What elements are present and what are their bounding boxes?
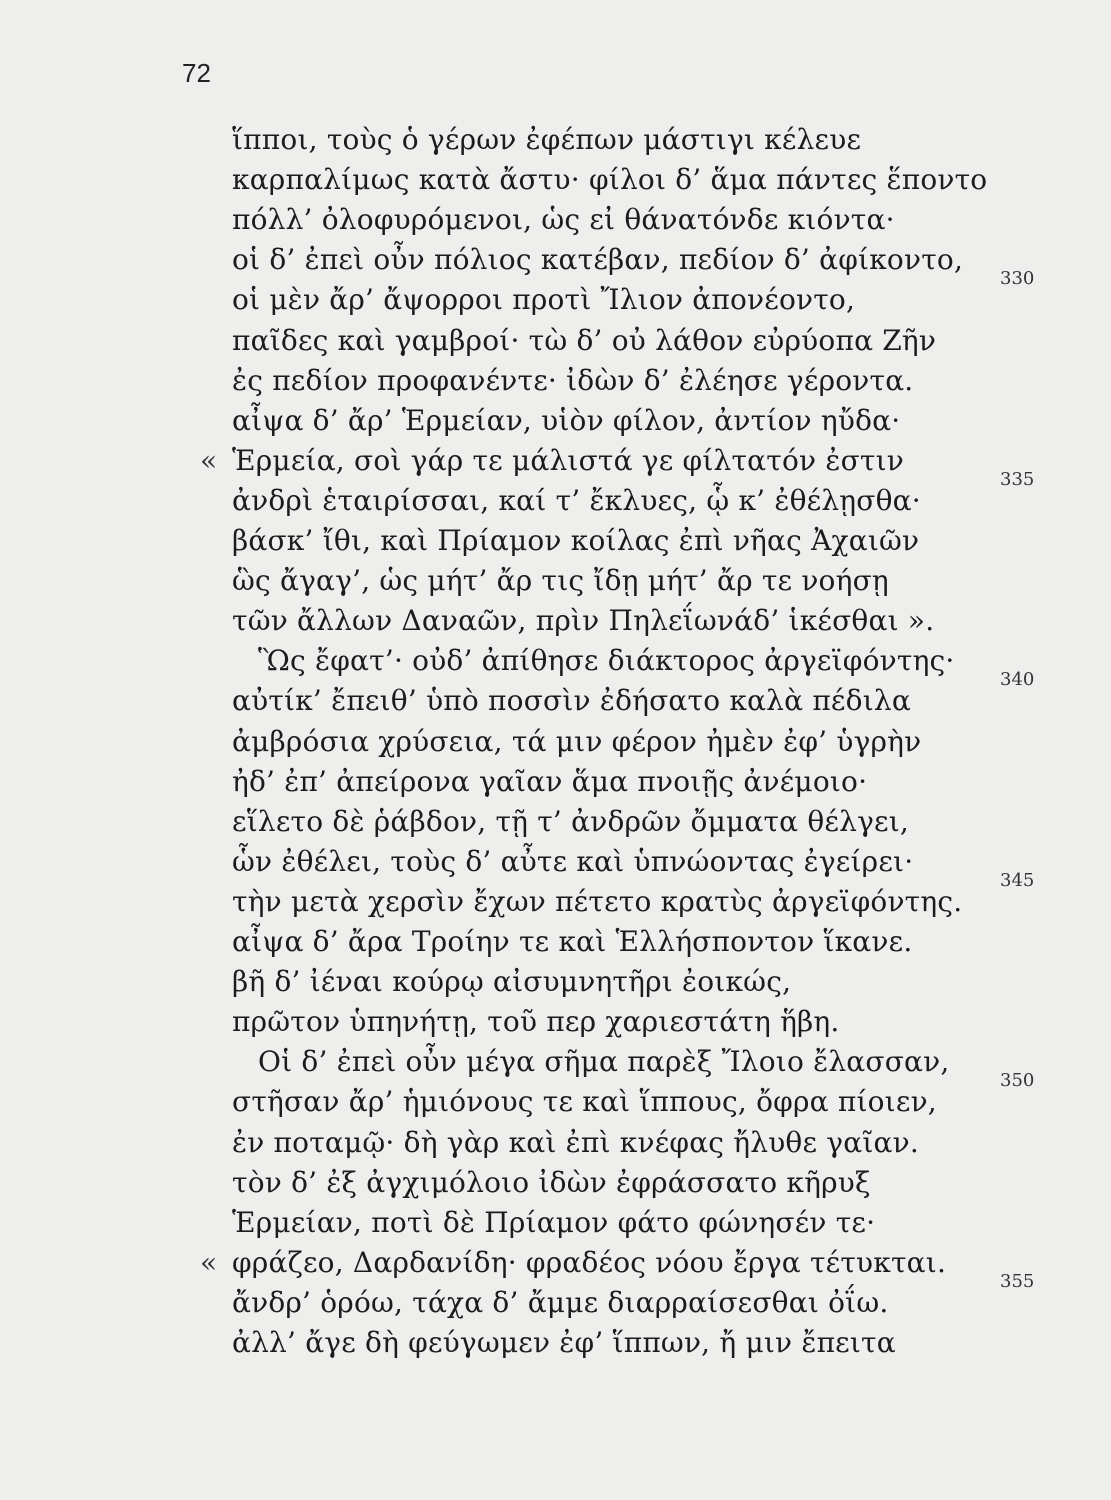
verse-text: ὧν ἐθέλει, τοὺς δ’ αὖτε καὶ ὑπνώοντας ἐγείρει· [232, 844, 914, 878]
verse-text: αἶψα δ’ ἄρ’ Ἑρμείαν, υἱὸν φίλον, ἀντίον ηὔδα· [232, 403, 901, 437]
verse-text: τὴν μετὰ χερσὶν ἔχων πέτετο κρατὺς ἀργεϊφόντης. [232, 884, 963, 918]
verse-text: αὐτίκ’ ἔπειθ’ ὑπὸ ποσσὶν ἐδήσατο καλὰ πέδιλα [232, 684, 911, 718]
verse-line [0, 1203, 1111, 1247]
verse-text: Οἱ δ’ ἐπεὶ οὖν μέγα σῆμα παρὲξ Ἴλοιο ἔλασσαν, [258, 1045, 950, 1079]
verse-text: ἐς πεδίον προφανέντε· ἰδὼν δ’ ἐλέησε γέροντα. [232, 363, 914, 397]
verse-line [0, 268, 1111, 324]
verse-line [0, 1123, 1111, 1167]
verse-line [0, 1042, 1111, 1086]
verse-text: Ὣς ἔφατ’· οὐδ’ ἀπίθησε διάκτορος ἀργεϊφόντης· [258, 644, 955, 678]
verse-text: αἶψα δ’ ἄρα Τροίην τε καὶ Ἑλλήσποντον ἵκανε. [232, 925, 913, 958]
verse-line [0, 669, 1111, 725]
verse-text: εἵλετο δὲ ῥάβδον, τῇ τ’ ἀνδρῶν ὄμματα θέλγει, [232, 804, 910, 838]
verse-line [0, 922, 1111, 966]
opening-quote-mark: « [200, 443, 218, 477]
verse-line [0, 1163, 1111, 1207]
verse-line [0, 1323, 1111, 1367]
line-number: 355 [1000, 1270, 1035, 1292]
verse-line [0, 401, 1111, 445]
verse-text: παῖδες καὶ γαμβροί· τὼ δ’ οὐ λάθον εὐρύοπα Ζῆν [232, 323, 937, 357]
line-number: 345 [1000, 869, 1035, 891]
verse-line [0, 842, 1111, 886]
verse-text: ἵπποι, τοὺς ὁ γέρων ἐφέπων μάστιγι κέλευε [232, 123, 862, 156]
verse-line [0, 962, 1111, 1006]
verse-text: Ἑρμείαν, ποτὶ δὲ Πρίαμον φάτο φώνησέν τε· [232, 1205, 876, 1239]
verse-line [0, 160, 1111, 204]
verse-text: Ἑρμεία, σοὶ γάρ τε μάλιστά γε φίλτατόν ἐστιν [232, 443, 904, 477]
opening-quote-mark: « [200, 1245, 218, 1279]
verse-text: βάσκ’ ἴθι, καὶ Πρίαμον κοίλας ἐπὶ νῆας Ἀχαιῶν [232, 524, 920, 557]
verse-text: οἱ δ’ ἐπεὶ οὖν πόλιος κατέβαν, πεδίον δ’ ἀφίκοντο, [232, 243, 964, 277]
verse-line [0, 321, 1111, 365]
verse-line [0, 1243, 1111, 1287]
verse-text: τὸν δ’ ἐξ ἀγχιμόλοιο ἰδὼν ἐφράσσατο κῆρυξ [232, 1165, 871, 1199]
verse-line [0, 762, 1111, 806]
verse-line [0, 521, 1111, 565]
verse-text: πόλλ’ ὀλοφυρόμενοι, ὡς εἰ θάνατόνδε κιόντα· [232, 203, 895, 237]
verse-text: ἀλλ’ ἄγε δὴ φεύγωμεν ἐφ’ ἵππων, ἤ μιν ἔπειτα [232, 1326, 896, 1359]
line-number: 330 [1000, 268, 1035, 290]
verse-text: τῶν ἄλλων Δαναῶν, πρὶν Πηλεΐωνάδ’ ἱκέσθαι ». [232, 604, 935, 638]
verse-line [0, 869, 1111, 926]
verse-text: ἀμβρόσια χρύσεια, τά μιν φέρον ἠμὲν ἐφ’ ὑγρὴν [232, 724, 922, 758]
verse-text: ἀνδρὶ ἑταιρίσσαι, καί τ’ ἔκλυες, ᾧ κ’ ἐθέλῃσθα· [232, 483, 921, 517]
verse-line [0, 722, 1111, 766]
verse-text: πρῶτον ὑπηνήτῃ, τοῦ περ χαριεστάτη ἥβη. [232, 1005, 840, 1039]
verse-line [0, 468, 1111, 525]
verse-text: καρπαλίμως κατὰ ἄστυ· φίλοι δ’ ἅμα πάντες ἕποντο [232, 163, 988, 197]
verse-line [0, 240, 1111, 284]
verse-line [0, 1270, 1111, 1327]
verse-text: ὣς ἄγαγ’, ὡς μήτ’ ἄρ τις ἴδῃ μήτ’ ἄρ τε νοήσῃ [232, 564, 889, 598]
verse-line [0, 561, 1111, 605]
line-number: 335 [1000, 468, 1035, 490]
verse-line [0, 200, 1111, 244]
verse-line [0, 361, 1111, 405]
page-number: 72 [182, 58, 211, 88]
verse-text: ἠδ’ ἐπ’ ἀπείρονα γαῖαν ἅμα πνοιῇς ἀνέμοιο· [232, 764, 868, 798]
verse-text: οἱ μὲν ἄρ’ ἄψορροι προτὶ Ἴλιον ἀπονέοντο, [232, 283, 856, 317]
verse-text: ἄνδρ’ ὁρόω, τάχα δ’ ἄμμε διαρραίσεσθαι ὀΐω. [232, 1285, 889, 1319]
verse-text: ἐν ποταμῷ· δὴ γὰρ καὶ ἐπὶ κνέφας ἤλυθε γαῖαν. [232, 1125, 919, 1159]
line-number: 350 [1000, 1070, 1035, 1092]
verse-line [0, 641, 1111, 685]
verse-line [0, 1002, 1111, 1046]
verse-text: στῆσαν ἄρ’ ἡμιόνους τε καὶ ἵππους, ὄφρα πίοιεν, [232, 1085, 937, 1119]
verse-line [0, 802, 1111, 846]
verse-line [0, 601, 1111, 645]
line-number: 340 [1000, 669, 1035, 691]
verse-line [0, 120, 1111, 164]
verse-text: βῆ δ’ ἰέναι κούρῳ αἰσυμνητῆρι ἐοικώς, [232, 965, 792, 999]
verse-line [0, 1070, 1111, 1126]
verse-text: φράζεο, Δαρδανίδη· φραδέος νόου ἔργα τέτυκται. [232, 1245, 947, 1279]
verse-line [0, 441, 1111, 485]
